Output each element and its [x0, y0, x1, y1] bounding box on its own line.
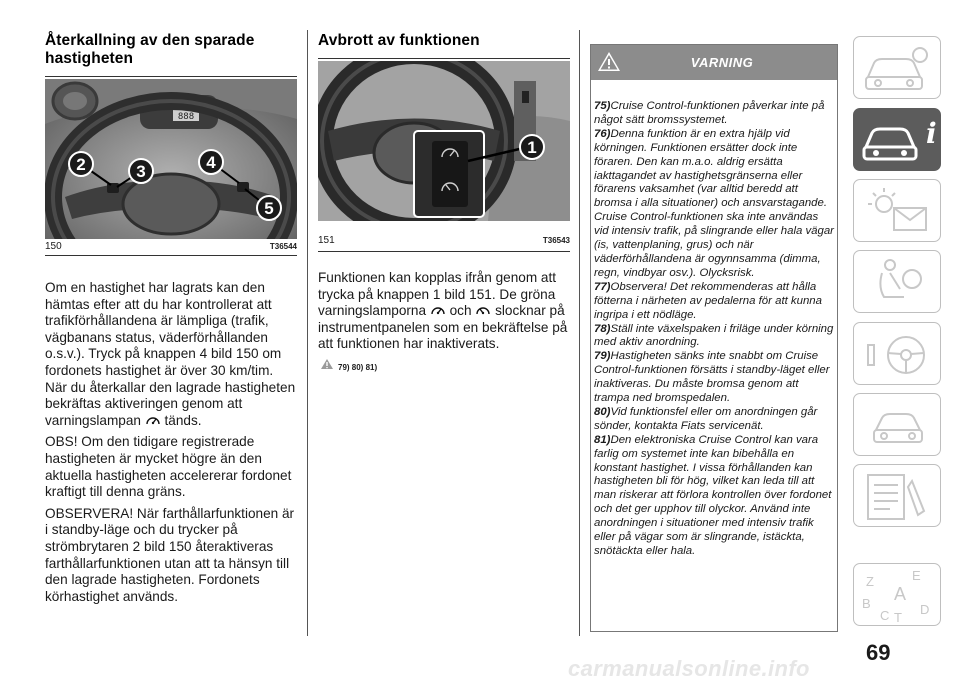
- page-number: 69: [866, 640, 891, 665]
- sidebar-tab-emergency[interactable]: [853, 393, 941, 456]
- warning-item-text: Den elektroniska Cruise Control kan vara farlig om systemet inte kan bibehålla en konstant hastighet. I vissa förhållanden kan hastigheten bli för hög, vilket kan leda till att man riskerar att förlora kontrollen över fordonet och det ger upphov till olyckor. Använd inte anordningen i situationer med intensiv trafik eller på vägar som är slingrande, istäckta, snötäckta eller hala.: [594, 433, 832, 557]
- figure-150: [45, 76, 297, 252]
- warning-title: VARNING: [690, 55, 754, 70]
- cluster-display: 888: [177, 112, 195, 122]
- index-letter: T: [894, 610, 902, 625]
- index-letter: B: [862, 596, 871, 611]
- warning-item-number: 77): [594, 280, 611, 293]
- warning-references: [318, 358, 570, 374]
- warning-item-text: Cruise Control-funktionen påverkar inte på något sätt bromssystemet.: [594, 100, 825, 126]
- maintenance-list-icon: [854, 465, 942, 528]
- warning-item: [594, 100, 834, 128]
- warning-item: [594, 350, 834, 406]
- svg-text:1: 1: [527, 138, 537, 157]
- warning-item-number: 79): [594, 350, 611, 363]
- section-heading: Återkallning av den sparade hastigheten: [45, 32, 255, 67]
- sidebar-tab-driving[interactable]: [853, 322, 941, 385]
- warning-header: [591, 45, 837, 80]
- sidebar-tab-dashboard[interactable]: [853, 36, 941, 99]
- car-info-icon: [854, 109, 942, 172]
- paragraph-text: slocknar på instrumentpanelen som en bekräftelse på att funktionen har inaktiverats.: [318, 303, 568, 352]
- caption-rule: [45, 255, 297, 256]
- sidebar-tab-car-info[interactable]: [853, 108, 941, 171]
- steering-wheel-icon: [854, 323, 942, 386]
- section-body: [45, 280, 297, 610]
- paragraph: OBSERVERA! När farthållarfunktionen är i standby-läge och du trycker på strömbrytaren 2 bild 150 återaktiveras farthållarfunktionen utan att ta hänsyn till den lagrade hastigheten. Fordonets körhastighet används.: [45, 505, 295, 604]
- column-divider: [579, 30, 580, 636]
- figure-number: 151: [318, 235, 335, 246]
- column-divider: [307, 30, 308, 636]
- warning-item: [594, 323, 834, 351]
- warning-item-number: 78): [594, 322, 611, 335]
- warning-item-text: Ställ inte växelspaken i friläge under körning med aktiv anordning.: [594, 322, 834, 349]
- info-letter: i: [926, 117, 937, 150]
- index-letter: Z: [866, 574, 874, 589]
- svg-text:5: 5: [264, 199, 274, 218]
- car-dashboard-icon: [854, 37, 942, 100]
- cruise-control-icon: [430, 305, 446, 316]
- paragraph-text: Funktionen kan kopplas ifrån genom att trycka på knappen 1 bild 151. De gröna varningslamporna: [318, 270, 557, 319]
- warning-item-number: 75): [594, 100, 611, 112]
- warning-item-number: 76): [594, 127, 611, 140]
- index-letter: D: [920, 602, 930, 617]
- warning-item: [594, 128, 834, 281]
- airbag-seat-icon: [854, 251, 942, 314]
- callout-3: [129, 159, 153, 183]
- index-letter: E: [912, 568, 921, 583]
- callout-2: [69, 152, 93, 176]
- steering-wheel-button-photo: [318, 61, 570, 221]
- warning-item-text: Vid funktionsfel eller om anordningen går sönder, kontakta Fiats servicenät.: [594, 405, 818, 432]
- caption-rule: [318, 251, 570, 252]
- figure-caption: [45, 241, 297, 255]
- warning-item-text: Denna funktion är en extra hjälp vid körningen. Funktionen ersätter dock inte föraren. Den kan m.a.o. aldrig ersätta iakttagandet av hastighetsgränserna eller förarens vaksamhet (var alltid beredd att bromsa i alla situationer) och ansvarstagande. Cruise Control-funktionen ska inte användas vid intensiv trafik, på slingrande eller hala vägar (is, vattenplaning, grus) och när väderförhållandena är ogynnsamma (dimma, regn, vindbyar osv.). Olycksrisk.: [594, 127, 834, 279]
- sidebar-tab-index[interactable]: [853, 563, 941, 626]
- section-heading: Avbrott av funktionen: [318, 32, 480, 49]
- sidebar-tab-warning-lights[interactable]: [853, 179, 941, 242]
- warning-lights-icon: [854, 180, 942, 243]
- paragraph: OBS! Om den tidigare registrerade hastigheten är mycket högre än den aktuella hastigheten accelererar fordonet kraftigt till denna gräns.: [45, 434, 292, 500]
- paragraph-text: och: [449, 303, 472, 319]
- paragraph-text: Om en hastighet har lagrats kan den hämtas efter att du har kontrollerat att trafikförhållandena är lämpliga (trafik, vägbanans status, väderförhållanden o.s.v.). Tryck på knappen 4 bild 150 om fordonets hastighet är över 30 km/tim. När du återkallar den lagrade hastigheten bekräftas aktiveringen genom att varningslampan: [45, 280, 296, 428]
- sidebar-tab-maintenance[interactable]: [853, 464, 941, 527]
- section-body: [318, 270, 570, 374]
- warning-list: [594, 100, 834, 559]
- callout-5: [257, 196, 281, 220]
- reference-numbers: 79) 80) 81): [338, 362, 378, 372]
- steering-wheel-photo: [45, 79, 297, 239]
- figure-151: [318, 58, 570, 244]
- cruise-control-icon: [145, 415, 161, 426]
- warning-triangle-icon: [320, 358, 334, 370]
- paragraph: [318, 270, 570, 353]
- callout-1: [520, 135, 544, 159]
- index-letter: C: [880, 608, 890, 623]
- watermark: carmanualsonline.info: [568, 656, 810, 678]
- figure-code: T36543: [542, 236, 570, 245]
- warning-item-number: 81): [594, 433, 611, 446]
- figure-code: T36544: [269, 242, 297, 251]
- warning-item: [594, 434, 834, 559]
- svg-text:2: 2: [76, 155, 86, 174]
- warning-item: [594, 406, 834, 434]
- svg-text:3: 3: [136, 162, 146, 181]
- speed-limiter-icon: [475, 305, 491, 316]
- callout-4: [199, 150, 223, 174]
- index-letter: A: [894, 584, 907, 604]
- figure-number: 150: [45, 241, 62, 252]
- warning-box: [590, 44, 838, 632]
- sidebar-tab-safety[interactable]: [853, 250, 941, 313]
- warning-item-text: Hastigheten sänks inte snabbt om Cruise Control-funktionen försätts i standby-läget eller inaktiveras. Du måste bromsa genom att trampa ned bromspedalen.: [594, 350, 830, 405]
- svg-text:4: 4: [206, 153, 216, 172]
- warning-item: [594, 281, 834, 323]
- emergency-car-icon: [854, 394, 942, 457]
- figure-caption: [318, 235, 570, 249]
- paragraph: [45, 280, 297, 429]
- warning-item-text: Observera! Det rekommenderas att hålla fötterna i närheten av pedalerna för att kunna ingripa i ett nödläge.: [594, 280, 822, 321]
- paragraph-text: tänds.: [164, 412, 202, 428]
- index-letters-icon: [854, 564, 942, 627]
- warning-item-number: 80): [594, 405, 611, 418]
